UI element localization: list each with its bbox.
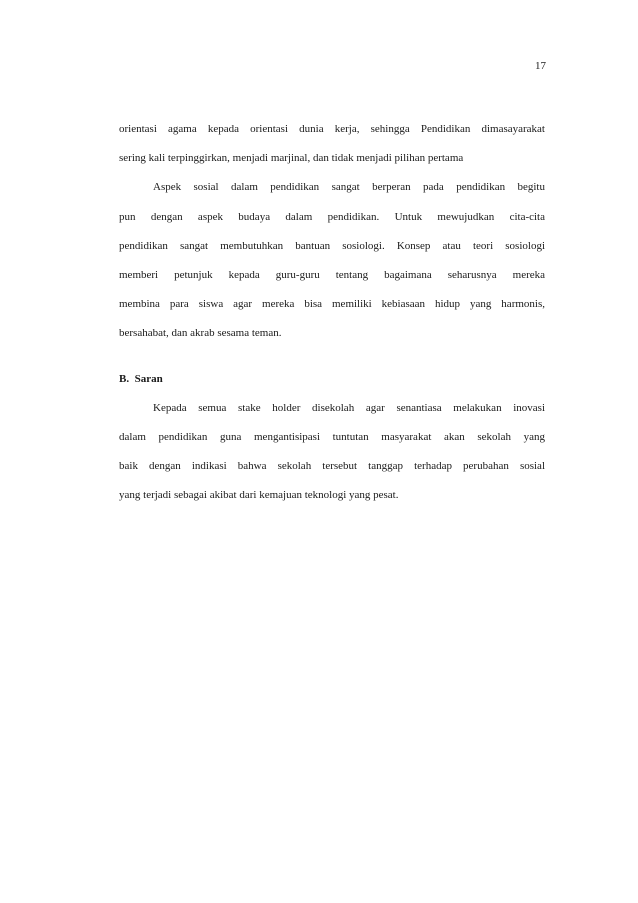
paragraph-line: memberi petunjuk kepada guru-guru tentang bagaimana seharusnya mereka [119, 268, 545, 281]
paragraph-line: baik dengan indikasi bahwa sekolah tersebut tanggap terhadap perubahan sosial [119, 459, 545, 472]
paragraph-line: dalam pendidikan guna mengantisipasi tuntutan masyarakat akan sekolah yang [119, 430, 545, 443]
paragraph-line: pun dengan aspek budaya dalam pendidikan. Untuk mewujudkan cita-cita [119, 210, 545, 223]
paragraph-line: Kepada semua stake holder disekolah agar senantiasa melakukan inovasi [153, 401, 545, 414]
paragraph-line: orientasi agama kepada orientasi dunia kerja, sehingga Pendidikan dimasayarakat [119, 123, 545, 135]
page-number: 17 [535, 60, 546, 72]
paragraph-line: bersahabat, dan akrab sesama teman. [119, 327, 282, 340]
paragraph-line: sering kali terpinggirkan, menjadi marjinal, dan tidak menjadi pilihan pertama [119, 152, 464, 165]
paragraph-line: yang terjadi sebagai akibat dari kemajuan teknologi yang pesat. [119, 489, 399, 502]
paragraph-line: membina para siswa agar mereka bisa memiliki kebiasaan hidup yang harmonis, [119, 298, 545, 311]
document-body [119, 119, 545, 514]
paragraph-line: pendidikan sangat membutuhkan bantuan sosiologi. Konsep atau teori sosiologi [119, 239, 545, 252]
section-heading: B. Saran [119, 372, 163, 385]
paragraph-line: Aspek sosial dalam pendidikan sangat berperan pada pendidikan begitu [153, 181, 545, 194]
